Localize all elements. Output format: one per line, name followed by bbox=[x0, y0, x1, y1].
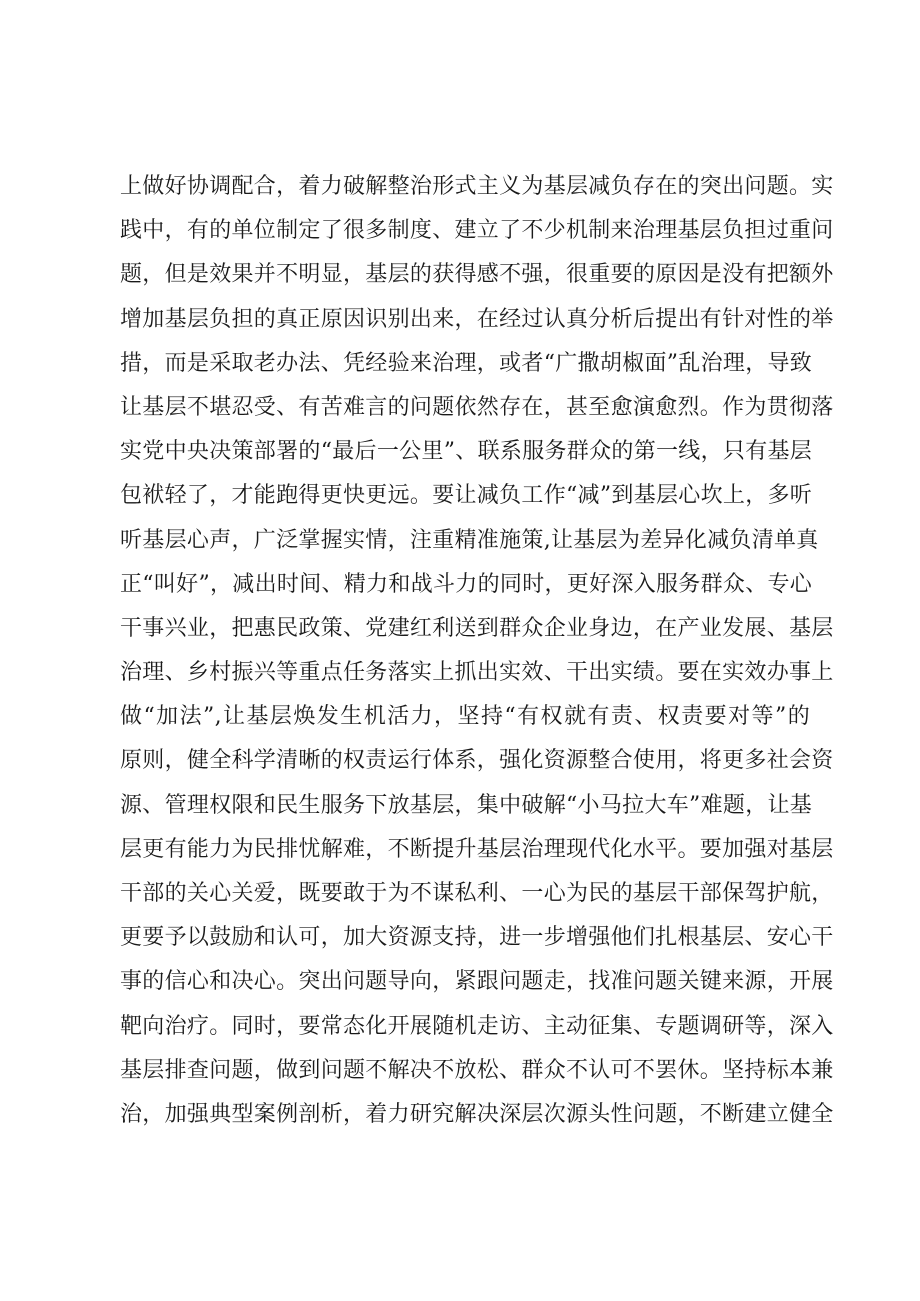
text-line: 靶向治疗。同时，要常态化开展随机走访、主动征集、专题调研等，深入 bbox=[120, 1013, 834, 1039]
text-line: 听基层心声，广泛掌握实情，注重精准施策,让基层为差异化减负清单真 bbox=[120, 527, 819, 553]
text-line: 实党中央决策部署的“最后一公里”、联系服务群众的第一线，只有基层 bbox=[120, 439, 813, 465]
text-line: 更要予以鼓励和认可，加大资源支持，进一步增强他们扎根基层、安心干 bbox=[120, 925, 834, 951]
text-line: 题，但是效果并不明显，基层的获得感不强，很重要的原因是没有把额外 bbox=[120, 262, 834, 288]
text-line: 事的信心和决心。突出问题导向，紧跟问题走，找准问题关键来源，开展 bbox=[120, 969, 834, 995]
text-line: 上做好协调配合，着力破解整治形式主义为基层减负存在的突出问题。实 bbox=[120, 174, 834, 199]
body-text bbox=[120, 165, 834, 1137]
text-line: 措，而是采取老办法、凭经验来治理，或者“广撒胡椒面”乱治理，导致 bbox=[120, 350, 813, 376]
text-line: 正“叫好”，减出时间、精力和战斗力的同时，更好深入服务群众、专心 bbox=[120, 571, 813, 597]
text-line: 治理、乡村振兴等重点任务落实上抓出实效、干出实绩。要在实效办事上 bbox=[120, 660, 834, 686]
text-line: 原则，健全科学清晰的权责运行体系，强化资源整合使用，将更多社会资 bbox=[120, 748, 834, 774]
text-line: 践中，有的单位制定了很多制度、建立了不少机制来治理基层负担过重问 bbox=[120, 218, 834, 244]
text-line: 增加基层负担的真正原因识别出来，在经过认真分析后提出有针对性的举 bbox=[120, 306, 834, 332]
text-line: 让基层不堪忍受、有苦难言的问题依然存在，甚至愈演愈烈。作为贯彻落 bbox=[120, 394, 834, 420]
text-line: 治，加强典型案例剖析，着力研究解决深层次源头性问题，不断建立健全 bbox=[120, 1101, 834, 1127]
text-line: 层更有能力为民排忧解难，不断提升基层治理现代化水平。要加强对基层 bbox=[120, 836, 834, 862]
text-line: 做“加法”,让基层焕发生机活力，坚持“有权就有责、权责要对等”的 bbox=[120, 704, 810, 730]
text-line: 基层排查问题，做到问题不解决不放松、群众不认可不罢休。坚持标本兼 bbox=[120, 1057, 834, 1083]
text-line: 干部的关心关爱，既要敢于为不谋私利、一心为民的基层干部保驾护航， bbox=[120, 881, 834, 906]
text-line: 干事兴业，把惠民政策、党建红利送到群众企业身边，在产业发展、基层 bbox=[120, 615, 834, 641]
text-line: 源、管理权限和民生服务下放基层，集中破解“小马拉大车”难题，让基 bbox=[120, 792, 813, 818]
text-line: 包袱轻了，才能跑得更快更远。要让减负工作“减”到基层心坎上，多听 bbox=[120, 483, 813, 509]
